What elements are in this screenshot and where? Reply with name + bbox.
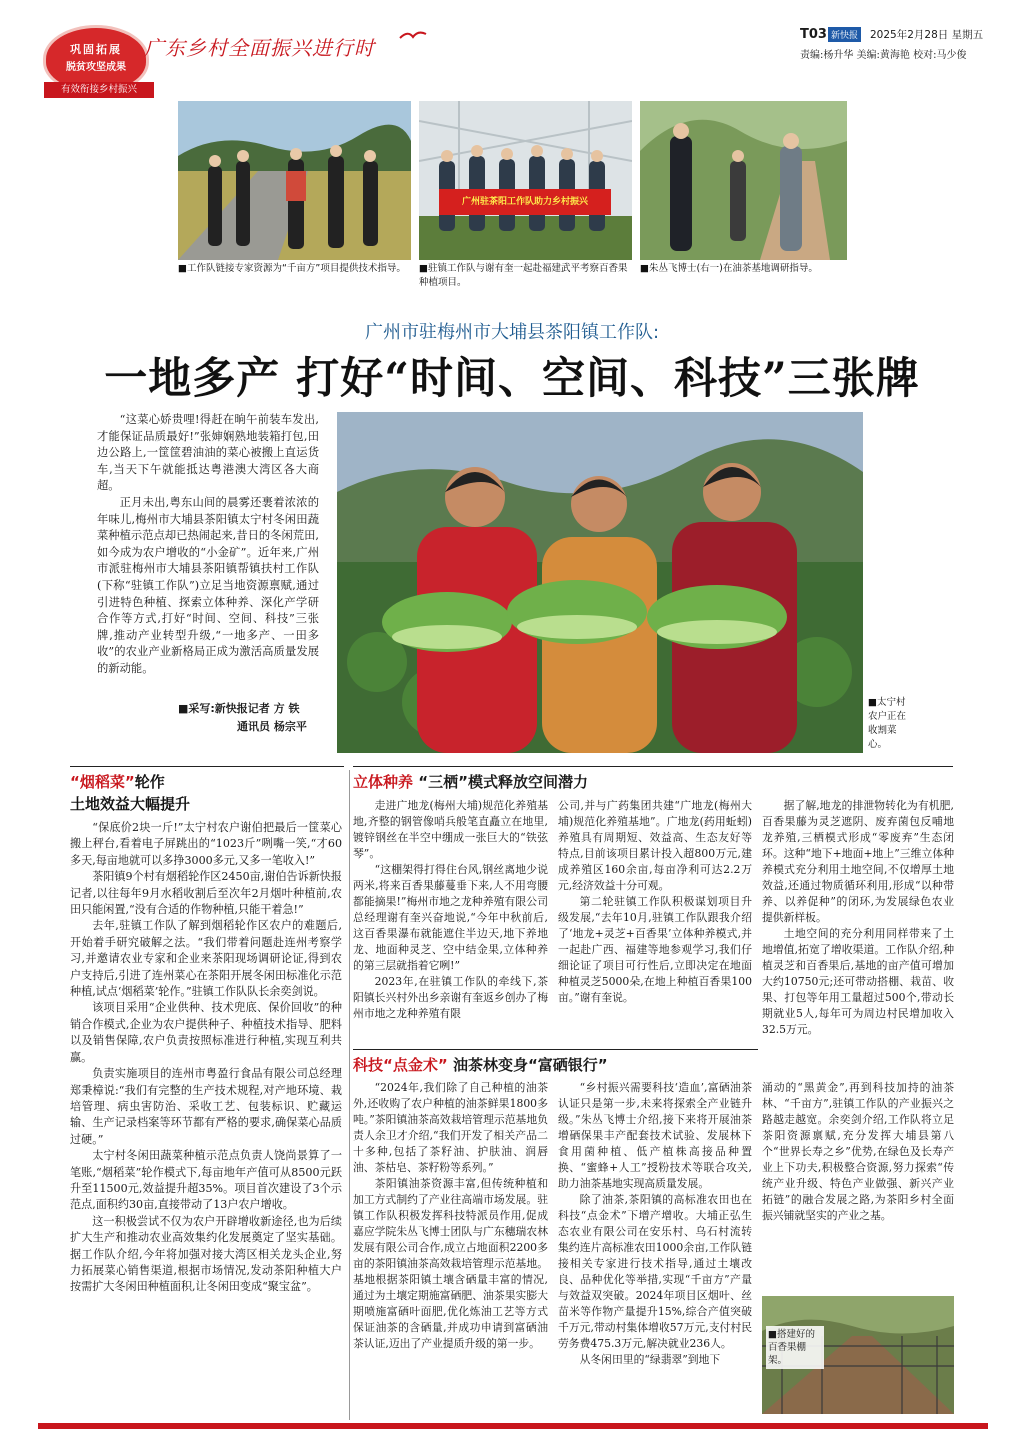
section2-col2-p2: 第二轮驻镇工作队积极谋划项目升级发展,“去年10月,驻镇工作队跟我介绍了‘地龙+灵芝+百香果’立体种养模式,并一起赴广西、福建等地参观学习,我们仔细论证了项目可行性后,立即决定在地面种植灵芝5000朵,在地上种植百香果100亩。”谢有奎说。 [558,895,752,1004]
section3-title [353,1054,608,1075]
lead-text [97,412,319,678]
lead-paragraph-1: “这菜心娇贵哩!得赶在晌午前装车发出,才能保证品质最好!”张婶娴熟地装箱打包,田边公路上,一筐筐碧油油的菜心被搬上直运货车,当天下午就能抵达粤港澳大湾区各大商超。 [97,413,319,493]
lead-paragraph-2: 正月未出,粤东山间的晨雾还裹着浓浓的年味儿,梅州市大埔县茶阳镇太宁村冬闲田蔬菜种植示范点却已热闹起来,昔日的冬闲荒田,如今成为农户增收的“小金矿”。近年来,广州市派驻梅州市大埔县茶阳镇帮镇扶村工作队(下称“驻镇工作队”)立足当地资源禀赋,通过引进特色种植、探索立体种养、深化产学研合作等方式,打好“时间、空间、科技”三张牌,推动产业转型升级,“一地多产、一田多收”的农业产业新格局正成为激活高质量发展的新动能。 [97,495,319,675]
section1-paragraph-5: 负责实施项目的连州市粤盈行食品有限公司总经理郑秉樟说:“我们有完整的生产技术规程,对产地环境、栽培管理、病虫害防治、采收工艺、包装标识、贮藏运输、生产记录档案等环节都有严格的要求,确保菜心品质过硬。” [70,1067,342,1146]
main-photo [337,412,863,753]
section3-title-rest: 油茶林变身“富硒银行” [452,1056,608,1074]
section3-col2-p1: “乡村振兴需要科技‘造血’,富硒油茶认证只是第一步,未来将探索全产业链升级。”朱丛飞博士介绍,接下来将开展油茶增硒保果丰产配套技术试验、发展林下食用菌种植、低产植株高接品种置换、“蜜蜂+人工”授粉技术等联合攻关,助力油茶基地实现高质量发展。 [558,1081,752,1190]
masthead-calligraphy: 广东乡村全面振兴进行时 [144,36,375,60]
section1-paragraph-3: 去年,驻镇工作队了解到烟稻轮作区农户的难题后,开始着手研究破解之法。“我们带着问题赴连州考察学习,并邀请农业专家和企业来茶阳现场调研论证,得到农户支持后,引进了连州菜心在茶阳开展冬闲田标准化示范种植,试点‘烟稻菜’轮作。”驻镇工作队队长余奕剑说。 [70,919,342,999]
section3-col2-p2: 除了油茶,茶阳镇的高标准农田也在科技“点金术”下增产增收。大埔正弘生态农业有限公司在安乐村、乌石村流转集约连片高标准农田1000余亩,工作队链接相关专家进行技术指导,通过土壤改良、品种优化等举措,实现“千亩方”产量与效益双突破。2024年项目区烟叶、丝苗米等作物产量提升15%,综合产值突破千万元,带动村集体增收57万元,支付村民劳务费475.3万元,解决就业236人。 [558,1193,752,1350]
section1-subtitle: 土地效益大幅提升 [70,795,191,813]
section3-col2 [558,1080,752,1368]
section2-title-highlight: 立体种养 [353,773,414,791]
badge-line2: 脱贫攻坚成果 [66,62,126,73]
section1-paragraph-4: 该项目采用“企业供种、技术兜底、保价回收”的种销合作模式,企业为农户提供种子、种植技术指导、肥料以及销售保障,农户负责按照标准进行种植,实现互利共赢。 [70,1001,342,1064]
paper-tag: 新快报 [828,27,861,42]
section2-title [353,771,588,792]
issue-date: 2025年2月28日 星期五 [870,29,984,41]
section2-col2 [558,798,752,1006]
top-photo-2-caption: ■驻镇工作队与谢有奎一起赴福建武平考察百香果种植项目。 [419,263,628,288]
section3-col3-p1: 涌动的“黑黄金”,再到科技加持的油茶林、“千亩方”,驻镇工作队的产业振兴之路越走越宽。余奕剑介绍,工作队将立足茶阳资源禀赋,充分发挥大埔县第八个“世界长寿之乡”优势,在绿色及长寿产业上下功夫,积极整合资源,努力探索“传统产业升级、特色产业做强、新兴产业拓链”的融合发展之路,为茶阳乡村全面振兴铺就坚实的产业之基。 [762,1081,954,1222]
section1-paragraph-1: “保底价2块一斤!”太宁村农户谢伯把最后一筐菜心搬上秤台,看着电子屏跳出的“1023斤”咧嘴一笑,“才60多天,每亩地就可以多挣3000多元,又多一笔收入!” [70,821,342,867]
section3-title-highlight: 科技“点金术” [353,1056,448,1074]
section3-col1 [353,1080,548,1352]
section1-title-rest: 轮作 [134,773,165,791]
section1-text [70,820,342,1296]
section2-col1-p3: 2023年,在驻镇工作队的牵线下,茶阳镇长兴村外出乡亲谢有奎返乡创办了梅州市地之龙种养殖有限 [353,975,548,1020]
headline-kicker: 广州市驻梅州市大埔县茶阳镇工作队: [364,322,660,343]
masthead [38,22,988,100]
section2-col3-p2: 土地空间的充分利用同样带来了土地增值,拓宽了增收渠道。工作队介绍,种植灵芝和百香果后,基地的亩产值可增加大约10750元;还可带动搭棚、栽苗、收果、打包等年用工量超过500个,带动长期就业5人,每年可为周边村民增加收入32.5万元。 [762,927,954,1036]
badge-line1: 巩固拓展 [70,43,122,56]
top-photo-2 [419,101,632,260]
byline-reporter: ■采写:新快报记者 方 铁 [178,702,300,715]
section2-title-rest: “三栖”模式释放空间潜力 [418,773,588,791]
top-photo-1-caption: ■工作队链接专家资源为“千亩方”项目提供技术指导。 [178,263,406,274]
section1-paragraph-6: 太宁村冬闲田蔬菜种植示范点负责人饶尚景算了一笔账,“烟稻菜”轮作模式下,每亩地年产值可从8500元跃升至11500元,效益提升超35%。项目首次建设了3个示范点,面积约30亩,直接带动了13户农户增收。 [70,1149,342,1212]
section2-col1-p2: “这棚架得打得住台风,钢丝离地少说两米,将来百香果藤蔓垂下来,人不用弯腰都能摘果!”梅州市地之龙种养殖有限公司总经理谢有奎兴奋地说,“今年中秋前后,这百香果瀑布就能遮住半边天,地下养地龙、地面种灵芝、空中结金果,立体种养的第三层就指着它咧!” [353,863,548,972]
headline-title: 一地多产 打好“时间、空间、科技”三张牌 [104,354,920,404]
group-banner: 广州驻茶阳工作队助力乡村振兴 [461,197,588,207]
top-photo-3 [640,101,847,260]
trellis-photo-caption: ■搭建好的百香果棚架。 [766,1326,824,1369]
masthead-badge [46,28,146,90]
section1-paragraph-7: 这一积极尝试不仅为农户开辟增收新途径,也为后续扩大生产和推动农业高效集约化发展奠定了坚实基础。据工作队介绍,今年将加强对接大湾区相关龙头企业,努力拓展菜心销售渠道,根据市场情况,发动茶阳种植大户按需扩大冬闲田种植面积,让冬闲田变成“聚宝盆”。 [70,1214,342,1294]
byline-correspondent: 通讯员 杨宗平 [237,720,307,733]
section3-col3 [762,1080,954,1224]
section2-col3-p1: 据了解,地龙的排泄物转化为有机肥,百香果藤为灵芝遮阴、废弃菌包反哺地龙养殖,三栖模式形成“零废弃”生态闭环。这种“地下+地面+地上”三维立体种养模式充分利用土地空间,不仅增厚土地效益,还通过物质循环利用,形成“以种带养、以养促种”的闭环,为发展绿色农业提供新样板。 [762,799,954,924]
section2-col2-p1: 公司,并与广药集团共建“广地龙(梅州大埔)规范化养殖基地”。广地龙(药用蚯蚓)养殖具有周期短、效益高、生态友好等特点,目前该项目累计投入超800万元,建成养殖区160余亩,每亩净利可达2.2万元,经济效益十分可观。 [558,799,752,892]
bottom-red-bar [38,1423,988,1429]
section2-col3 [762,798,954,1038]
section3-col1-p1: “2024年,我们除了自己种植的油茶外,还收购了农户种植的油茶鲜果1800多吨。”茶阳镇油茶高效栽培管理示范基地负责人余卫才介绍,“我们开发了相关产品二十多种,包括了茶籽油、护肤油、润唇油、茶枯皂、茶籽粉等系列。” [353,1081,548,1174]
section2-col1-p1: 走进广地龙(梅州大埔)规范化养殖基地,齐整的钢管像哨兵般笔直矗立在地里,镀锌钢丝在半空中绷成一张巨大的“铁弦琴”。 [353,799,548,860]
column-rule [349,770,350,1420]
section1-top-rule [70,766,344,767]
main-photo-caption: ■太宁村农户正在收割菜心。 [868,697,907,750]
section2-col1 [353,798,548,1022]
top-photo-1 [178,101,411,260]
section3-col1-p2: 茶阳镇油茶资源丰富,但传统种植和加工方式制约了产业往高端市场发展。驻镇工作队积极发挥科技特派员作用,促成嘉应学院朱丛飞博士团队与广东穗瑞农林发展有限公司合作,成立占地面积2200多亩的茶阳镇油茶高效栽培管理示范基地。基地根据茶阳镇土壤含硒量丰富的情况,通过为土壤定期施富硒肥、油茶果实膨大期喷施富硒叶面肥,优化炼油工艺等方式保证油茶的含硒量,并成功申请到富硒油茶认证,迈出了产业提质升级的第一步。 [353,1177,548,1350]
section2-top-rule [353,766,953,767]
trellis-photo [762,1296,954,1414]
section1-title-highlight: “烟稻菜” [70,773,135,791]
bird-icon [398,28,428,46]
page-number: T03 [800,27,827,42]
section3-col2-p3: 从冬闲田里的“绿翡翠”到地下 [579,1353,721,1366]
section1-title [70,771,165,792]
masthead-ribbon: 有效衔接乡村振兴 [44,82,154,98]
section1-paragraph-2: 茶阳镇9个村有烟稻轮作区2450亩,谢伯告诉新快报记者,以往每年9月水稻收割后至次年2月烟叶种植前,农田只能闲置,“没有合适的作物种植,只能干着急!” [70,870,342,917]
section3-top-rule [353,1049,758,1050]
top-photo-3-caption: ■朱丛飞博士(右一)在油茶基地调研指导。 [640,263,818,274]
editors-line: 责编:杨升华 美编:黄海艳 校对:马少俊 [800,50,967,61]
